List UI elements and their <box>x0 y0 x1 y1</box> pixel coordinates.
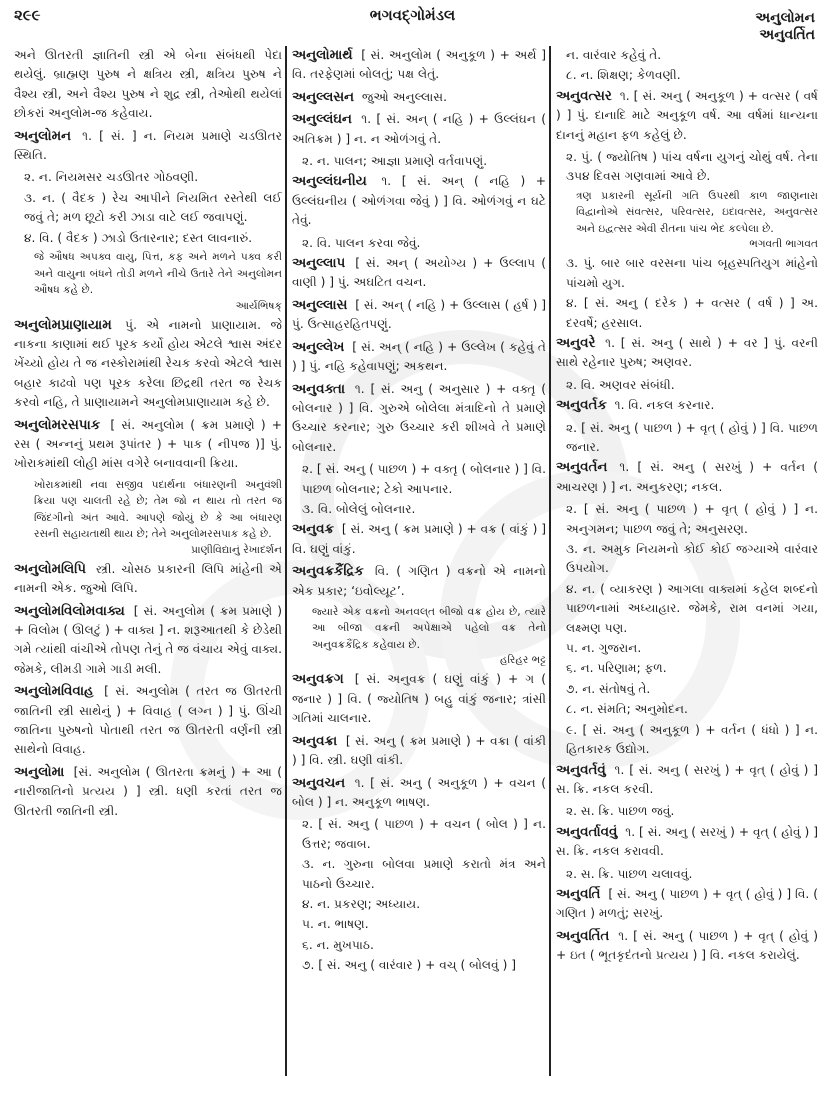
sense: ન. વારંવાર કહેવું તે. <box>566 48 662 62</box>
quote-note: ત્રણ પ્રકારની સૂર્યની ગતિ ઉપરથી કાળ જાણનારા વિદ્વાનોએ સંવત્સર, પરિવત્સર, ઇદાવત્સર, અનુવત્સર અને ઇદ્વત્સર એવી રીતના પાંચ ભેદ કલ્પેલા છે. <box>576 189 818 235</box>
headword: અનુલ્લંઘનીય <box>292 174 367 190</box>
dictionary-entry <box>292 562 546 601</box>
definition: [ સં. અનુલોમ ( ક્રમ પ્રમાણે ) + વિલોમ ( ઊલટું ) + વાક્ય ] ન. શરૂઆતથી કે છેડેથી ગમે ત્યાંથી વાંચીએ તોપણ તેનું તે જ વંચાય એવું વાક્ય. જેમકે, લીમડી ગામે ગાડી મલી. <box>14 603 282 676</box>
definition: ૧. વિ. નકલ કરનાર. <box>614 398 715 413</box>
dictionary-entry <box>556 761 818 800</box>
column-middle <box>292 46 546 1086</box>
column-right <box>556 46 818 1086</box>
definition: સ્ત્રી. ચોસઠ પ્રકારની લિપિ માંહેની એ નામની એક. જુઓ લિપિ. <box>14 561 282 596</box>
headword: અનુવક્ર <box>292 522 334 538</box>
sense: ૨. [ સં. અનુ ( પાછળ ) + વક્તૃ ( બોલનાર ) ] વિ. પાછળ બોલનાર; ટેકો આપનાર. <box>302 462 546 496</box>
quote-note: જે ઔષધ અપક્વ વાયુ, પિત્ત, કફ અને મળને પક્વ કરી અને વાયુના બંધને તોડી મળને નીચે ઉતારે તેને અનુલોમન ઔષધ કહે છે. <box>34 251 282 297</box>
page-number: ૨૯૯ <box>14 6 41 24</box>
dictionary-entry <box>14 560 282 599</box>
dictionary-entry <box>556 885 818 924</box>
sense: ૨. સ. ક્રિ. પાછળ ચલાવવું. <box>566 866 693 881</box>
sense: ૮. ન. સંમતિ; અનુમોદન. <box>566 702 688 717</box>
dictionary-entry <box>14 682 282 760</box>
definition: [ સં. અન્ ( નહિ ) + ઉલ્લાસ ( હર્ષ ) ] પું. ઉત્સાહરહિતપણું. <box>292 297 547 332</box>
dictionary-entry <box>556 396 818 415</box>
headword: અનુલ્લાસ <box>292 297 348 313</box>
headword: અનુલ્લસન <box>292 89 355 105</box>
definition: વિ. ( ગણિત ) વક્રનો એ નામનો એક પ્રકાર; ‘ઇવોલ્યૂટ’. <box>292 564 547 598</box>
definition: ૧. [ સં. અનુ ( પાછળ ) + વૃત્ ( હોવું ) + ઇત ( ભૂતકૃદંતનો પ્રત્યય ) ] વિ. નકલ કરાયેલું. <box>556 928 819 963</box>
definition: ૧. [ સં. અનુ ( સરખું ) + વર્તન ( આચરણ ) ] ન. અનુકરણ; નકલ. <box>556 460 819 494</box>
definition: [ સં. અનુ ( ક્રમ પ્રમાણે ) + વક્ર ( વાંકું ) ] વિ. ઘણું વાંકું. <box>292 522 546 556</box>
headword: અનુવક્રકૈંદ્રિક <box>292 564 364 580</box>
guide-words <box>755 10 815 44</box>
dictionary-entry <box>14 127 282 166</box>
dictionary-columns <box>0 46 825 1086</box>
sense: ૩. વિ. બોલેલું બોલનાર. <box>302 501 416 516</box>
dictionary-entry <box>292 296 546 335</box>
definition: ૧. [ સં. અનુ ( અનુકૂળ ) + વત્સર ( વર્ષ ) ] પું. દાનાદિ માટે અનુકૂળ વર્ષ. આ વર્ષમાં ધાન્યના દાનનું મહાન ફળ કહેલું છે. <box>556 88 818 142</box>
dictionary-entry <box>556 823 818 862</box>
guide-word-first: અનુલોમન <box>755 10 815 26</box>
headword: અનુલોમવિલોમવાક્ય <box>14 603 125 619</box>
dictionary-entry <box>556 927 818 966</box>
headword: અનુલ્લેખ <box>292 339 345 355</box>
dictionary-entry <box>14 416 282 474</box>
cross-reference: જુઓ અનુલ્લાસ. <box>361 89 448 104</box>
definition: ૧. [ સં. ] ન. નિયમ પ્રમાણે ચડઊતર સ્થિતિ. <box>14 128 282 163</box>
dictionary-entry <box>292 110 546 149</box>
sense: ૨. વિ. અણવર સંબંધી. <box>566 377 675 392</box>
headword: અનુલોમન <box>14 128 72 144</box>
guide-word-last: અનુવર્તિત <box>759 27 815 43</box>
sense: ૯. [ સં. અનુ ( અનુકૂળ ) + વર્તન ( ધંધો ) ] ન. હિતકારક ઉદ્યોગ. <box>566 722 818 757</box>
sense: ૪. ન. પ્રકરણ; અધ્યાય. <box>302 896 421 911</box>
sense: ૭. [ સં. અનુ ( વારંવાર ) + વચ્ ( બોલવું ) ] <box>302 958 516 973</box>
dictionary-entry <box>292 338 546 377</box>
headword: અનુલ્લાપ <box>292 256 346 272</box>
sense: ૨. [ સં. અનુ ( પાછળ ) + વૃત્ ( હોવું ) ] ન. અનુગમન; પાછળ જવું તે; અનુસરણ. <box>566 502 818 536</box>
sense: ૫. ન. ભાષણ. <box>302 917 369 932</box>
sense: ૭. ન. સંતોષવું તે. <box>566 681 651 696</box>
sense: ૨. વિ. પાલન કરવા જેવું. <box>302 235 421 250</box>
quote-note: ખોરાકમાંથી નવા સજીવ પદાર્થના બંધારણની અનુવંશી ક્રિયા પણ ચાલતી રહે છે; તેમ જો ન થાય તો તરત જ જિંદગીનો અંત આવે. આપણે જોયું છે કે આ બંધારણ રસની સહાયતાથી થાય છે; તેને અનુલોમરસપાક કહે છે. <box>34 478 282 541</box>
dictionary-entry <box>556 334 818 373</box>
headword: અનુવક્રગ <box>292 672 344 688</box>
dictionary-entry <box>292 732 546 771</box>
sense: ૪. [ સં. અનુ ( દરેક ) + વત્સર ( વર્ષ ) ] અ. દરવર્ષે; હરસાલ. <box>566 296 818 330</box>
definition: [ સં. અનુ ( ક્રમ પ્રમાણે ) + વક્રા ( વાંકી ) ] વિ. સ્ત્રી. ઘણી વાંકી. <box>292 733 547 768</box>
dictionary-entry <box>292 380 546 458</box>
page-header <box>0 0 825 46</box>
sense: ૬. ન. પરિણામ; ફળ. <box>566 661 667 676</box>
dictionary-entry <box>292 774 546 813</box>
definition: [સં. અનુલોમ ( ઊતરતા ક્રમનું ) + આ ( નારીજાતિનો પ્રત્યય ) ] સ્ત્રી. ધણી કરતાં તરત જ ઊતરતી જાતિની સ્ત્રી. <box>14 764 282 818</box>
sense: ૨. [ સં. અનુ ( પાછળ ) + વચન ( બોલ ) ] ન. ઉત્તર; જવાબ. <box>302 817 546 851</box>
quote-note: જ્યારે એક વક્રનો અનવલ્‌ત બીજો વક્ર હોય છે, ત્યારે આ બીજા વક્રની અપેક્ષાએ પહેલો વક્ર તેનો અનુવક્રકૈંદ્રિક કહેવાય છે. <box>312 605 546 651</box>
sense: ૩. ન. અમુક નિયમનો કોઈ કોઈ જગ્યાએ વારંવાર ઉપયોગ. <box>566 542 818 576</box>
dictionary-entry <box>292 520 546 559</box>
sense: ૪. ન. ( વ્યાકરણ ) આગલા વાક્યમાં કહેલ શબ્દનો પાછળનામાં અધ્યાહાર. જેમકે, રામ વનમાં ગયા, લક્ષ્મણ પણ. <box>566 581 818 635</box>
headword: અનુવક્રા <box>292 733 338 749</box>
headword: અનુવર્તિ <box>556 886 601 902</box>
definition: [ સં. અન્ ( નહિ ) + ઉલ્લેખ ( કહેવું તે ) ] પું. નહિ કહેવાપણું; અકથન. <box>292 339 546 374</box>
dictionary-entry <box>292 46 546 85</box>
definition: ૧. [ સં. અનુ ( અનુકૂળ ) + વચન ( બોલ ) ] ન. અનુકૂળ ભાષણ. <box>292 775 546 809</box>
headword: અનુલોમવિવાહ <box>14 684 94 700</box>
dictionary-entry <box>556 87 818 145</box>
headword: અનુવર્તન <box>556 460 608 476</box>
dictionary-entry <box>292 670 546 728</box>
headword: અનુલોમપ્રાણાયામ <box>14 317 112 333</box>
headword: અનુલ્લંઘન <box>292 112 352 128</box>
headword: અનુવરે <box>556 335 596 351</box>
quote-source: પ્રાણીવિદ્યાનું રેખાદર્શન <box>191 543 282 556</box>
definition: [ સં. અનુવક્ર ( ઘણું વાંકું ) + ગ ( જનાર ) ] વિ. ( જ્યોતિષ ) બહુ વાંકું જનાર; ત્રાંસી ગતિમાં ચાલનાર. <box>292 672 546 726</box>
headword: અનુવર્તવું <box>556 762 606 778</box>
sense: ૫. ન. ગુજરાન. <box>566 641 642 656</box>
sense: ૪. વિ. ( વૈદક ) ઝાડો ઉતારનાર; દસ્ત લાવનારું. <box>24 230 253 245</box>
column-left <box>14 46 282 1086</box>
definition: [ સં. અનુલોમ ( તરત જ ઊતરતી જાતિની સ્ત્રી સાથેનું ) + વિવાહ ( લગ્ન ) ] પું. ઊંચી જાતિના પુરુષનો પોતાથી તરત જ ઊતરતી વર્ણની સ્ત્રી સાથેનો વિવાહ. <box>14 684 283 757</box>
definition: ૧. [ સં. અન્ ( નહિ ) + ઉલ્લંઘન ( અતિક્રમ ) ] ન. ન ઓળંગવું તે. <box>292 112 547 146</box>
dictionary-entry <box>14 602 282 680</box>
headword: અનુલોમલિપિ <box>14 561 86 577</box>
definition: [ સં. અનુ ( પાછળ ) + વૃત્ ( હોવું ) ] વિ. ( ગણિત ) મળતું; સરખું. <box>556 886 818 921</box>
running-title: ભગવદ્ગોમંડલ <box>369 6 456 24</box>
headword: અનુવર્તિત <box>556 928 610 944</box>
quote-source: હરિહર ભટ્ટ <box>500 654 546 667</box>
definition: પું. એ નામનો પ્રાણાયામ. જે નાકના કાણામાં થઈ પૂરક કર્યો હોય એટલે શ્વાસ અંદર ખેંચ્યો હોય તે જ નસ્કોરામાંથી રેચક કરવો એટલે શ્વાસ બહાર કાઢવો પણ પૂરક કરેલા છિદ્રથી તરત જ રેચક કરવો નહિ, તે પ્રાણાયામને અનુલોમપ્રાણાયામ કહે છે. <box>14 317 282 410</box>
dictionary-entry <box>14 763 282 821</box>
dictionary-entry <box>292 172 546 230</box>
headword: અનુલોમાર્થ <box>292 48 353 63</box>
sense: ૩. ન. ( વૈદક ) રેચ આપીને નિયમિત રસ્તેથી લઈ જવું તે; મળ છૂટો કરી ઝાડા વાટે લઈ જવાપણું. <box>24 190 282 225</box>
headword: અનુવર્તાવવું <box>556 824 618 840</box>
dictionary-entry <box>292 88 546 107</box>
definition: [ સં. અનુલોમ ( અનુકૂળ ) + અર્થ ] વિ. તરફેણમાં બોલતું; પક્ષ લેતું. <box>292 48 547 82</box>
definition: [ સં. અન્ ( અયોગ્ય ) + ઉલ્લાપ ( વાણી ) ] પું. અઘટિત વચન. <box>292 256 546 290</box>
definition: ૧. [ સં. અન્ ( નહિ ) + ઉલ્લંઘનીય ( ઓળંગવા જેવું ) ] વિ. ઓળંગવું ન ઘટે તેવું. <box>292 174 547 228</box>
sense: ૬. ન. મુખપાઠ. <box>302 937 374 952</box>
definition: [ સં. અનુલોમ ( ક્રમ પ્રમાણે ) + રસ ( અન્નનું પ્રથમ રૂપાંતર ) + પાક ( નીપજ )] પું. ખોરાકમાંથી લોહી માંસ વગેરે બનાવવાની ક્રિયા. <box>14 417 283 471</box>
sense: ૨. ન. પાલન; આજ્ઞા પ્રમાણે વર્તવાપણું. <box>302 154 488 169</box>
definition: ૧. [ સં. અનુ ( સરખું ) + વૃત્ ( હોવું ) ] સ. ક્રિ. નકલ કરવી. <box>556 762 818 796</box>
dictionary-entry <box>556 458 818 497</box>
quote-source: આર્યભિષક્ <box>235 299 282 312</box>
definition: ૧. [ સં. અનુ ( અનુસાર ) + વક્તૃ ( બોલનાર ) ] વિ. ગુરુએ બોલેલા મંત્રાદિનો તે પ્રમાણે ઉચ્ચાર કરનાર; ગુરુ ઉચ્ચાર કરી શીખવે તે પ્રમાણે બોલનાર. <box>292 381 547 454</box>
headword: અનુવક્તા <box>292 381 346 397</box>
sense: ૨. પું. ( જ્યોતિષ ) પાંચ વર્ષના યુગનું ચોથું વર્ષ. તેના ૩૫૪ દિવસ ગણવામાં આવે છે. <box>566 150 818 184</box>
sense: ૩. પું. બાર બાર વરસના પાંચ બૃહસ્પતિયુગ માંહેનો પાંચમો યુગ. <box>566 256 818 290</box>
sense: ૨. સ. ક્રિ. પાછળ જવું. <box>566 804 675 819</box>
sense: ૮. ન. શિક્ષણ; કેળવણી. <box>566 68 681 83</box>
sense: ૨. ન. નિયમસર ચડઊતર ગોઠવણી. <box>24 170 199 185</box>
headword: અનુલોમા <box>14 764 65 780</box>
sense: ૩. ન. ગુરુના બોલવા પ્રમાણે કરાતો મંત્ર અને પાઠનો ઉચ્ચાર. <box>302 857 546 891</box>
quote-source: ભગવતી ભાગવત <box>749 238 818 251</box>
definition: ૧. [ સં. અનુ ( સાથે ) + વર ] પું. વરની સાથે રહેનાર પુરુષ; અણવર. <box>556 335 819 370</box>
dictionary-entry <box>14 316 282 413</box>
headword: અનુવર્તક <box>556 398 607 414</box>
headword: અનુવચન <box>292 775 346 791</box>
headword: અનુવત્સર <box>556 88 612 104</box>
definition: ૧. [ સં. અનુ ( સરખું ) + વૃત્ ( હોવું ) ] સ. ક્રિ. નકલ કરાવવી. <box>556 824 818 859</box>
headword: અનુલોમરસપાક <box>14 417 101 433</box>
dictionary-entry <box>292 254 546 293</box>
continuation-text: અને ઊતરતી જ્ઞાતિની સ્ત્રી એ બેના સંબંધથી પેદા થયેલું. બ્રાહ્મણ પુરુષ ને ક્ષત્રિય સ્ત્રી, ક્ષત્રિય પુરુષ ને વૈશ્ય સ્ત્રી, અને વૈશ્ય પુરુષ ને શુદ્ર સ્ત્રી, તેઓથી થયેલાં છોકરાં અનુલોમ-જ કહેવાય. <box>14 48 282 121</box>
sense: ૨. [ સં. અનુ ( પાછળ ) + વૃત્ ( હોવું ) ] વિ. પાછળ જનાર. <box>566 420 818 454</box>
